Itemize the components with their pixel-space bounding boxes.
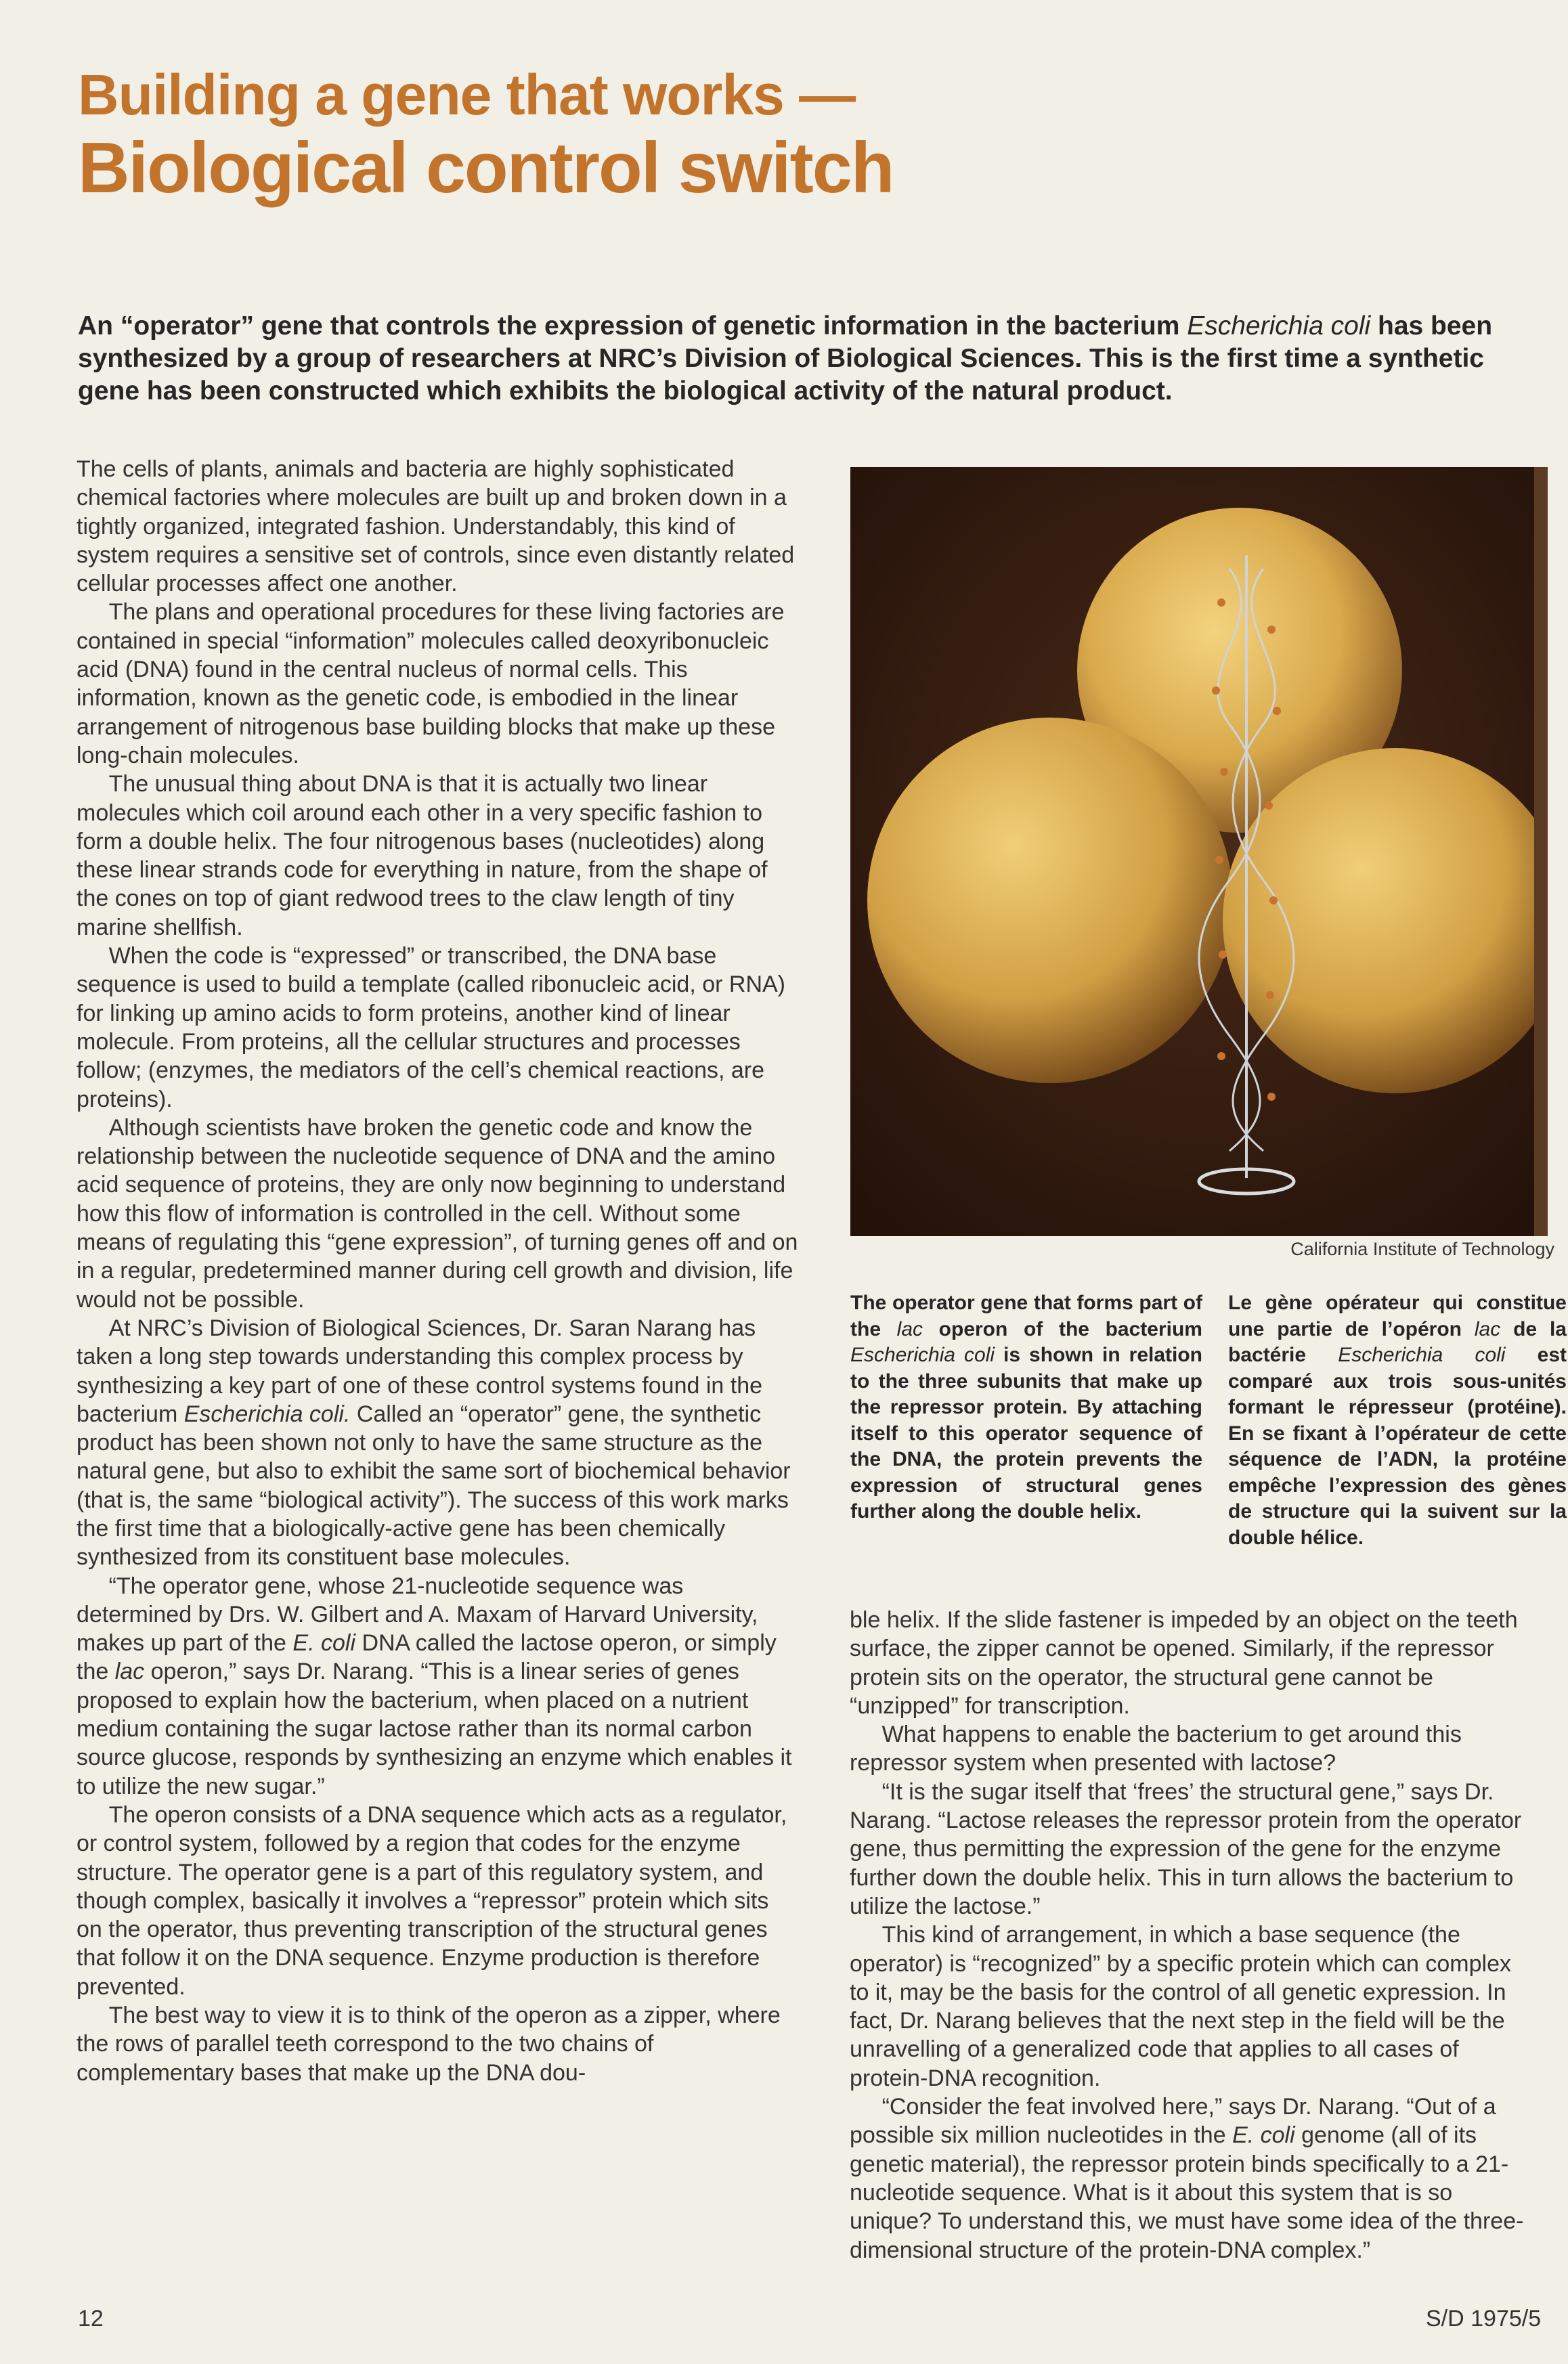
paragraph: This kind of arrangement, in which a base sequence (the operator) is “recognized” by a specific protein which can complex to it, may be the basis for the control of all genetic expression. In fact, Dr. Narang believes that the next step in the field will be the unravelling of a generalized code that applies to all cases of protein-DNA recognition. — [850, 1922, 1512, 2091]
photo-caption-french: Le gène opérateur qui constitue une partie de l’opéron lac de la bactérie Escherichia coli est comparé aux trois sous-unités formant le répresseur (protéine). En se fixant à l’opérateur de cette séquence de l’ADN, la protéine empêche l’expression des gènes de structure qui la suivent sur la double hélice. — [1228, 1292, 1567, 1549]
photo-caption-english: The operator gene that forms part of the lac operon of the bacterium Escherichia coli is shown in relation to the three subunits that make up the repressor protein. By attaching itself to this operator sequence of the DNA, the protein prevents the expression of structural genes further along the double helix. — [850, 1292, 1202, 1523]
paragraph: The plans and operational procedures for these living factories are contained in special “information” molecules called deoxyribonucleic acid (DNA) found in the central nucleus of normal cells. This information, known as the genetic code, is embodied in the linear arrangement of nitrogenous base building blocks that make up these long-chain molecules. — [77, 599, 785, 768]
article-lead: An “operator” gene that controls the expression of genetic information in the bacterium Escherichia coli has been synthesized by a group of researchers at NRC’s Division of Biological Sciences. This is the first time a synthetic gene has been constructed which exhibits the biological activity of the natural product. — [78, 311, 1493, 406]
paragraph: ble helix. If the slide fastener is impeded by an object on the teeth surface, the zipper cannot be opened. Similarly, if the repressor protein sits on the operator, the structural gene cannot be “unzipped” for transcription. — [850, 1607, 1518, 1719]
issue-label: S/D 1975/5 — [1426, 2306, 1542, 2332]
article-kicker: Building a gene that works — — [78, 63, 856, 127]
paragraph: “Consider the feat involved here,” says Dr. Narang. “Out of a possible six million nucleotides in the E. coli genome (all of its genetic material), the repressor protein binds specifically to a 21-nucleotide sequence. What is it about this system that is so unique? To understand this, we must have some idea of the three-dimensional structure of the protein-DNA complex.” — [850, 2094, 1524, 2263]
page-number: 12 — [78, 2306, 104, 2332]
dna-model-photo — [850, 467, 1548, 1236]
paragraph: The best way to view it is to think of the operon as a zipper, where the rows of parallel teeth correspond to the two chains of complementary bases that make up the DNA dou- — [77, 2002, 781, 2086]
paragraph: What happens to enable the bacterium to get around this repressor system when presented with lactose? — [850, 1722, 1462, 1776]
body-column-right — [850, 1606, 1533, 2264]
paragraph: When the code is “expressed” or transcribed, the DNA base sequence is used to build a template (called ribonucleic acid, or RNA) for linking up amino acids to form proteins, another kind of linear molecule. From proteins, all the cellular structures and processes follow; (enzymes, the mediators of the cell’s chemical reactions, are proteins). — [77, 943, 785, 1112]
paragraph: “It is the sugar itself that ‘frees’ the structural gene,” says Dr. Narang. “Lactose releases the repressor protein from the operator gene, thus permitting the expression of the gene for the enzyme further down the double helix. This in turn allows the bacterium to utilize the lactose.” — [850, 1778, 1522, 1919]
photo-credit: California Institute of Technology — [1290, 1239, 1554, 1259]
paragraph: “The operator gene, whose 21-nucleotide sequence was determined by Drs. W. Gilbert and A. Maxam of Harvard University, makes up part of the E. coli DNA called the lactose operon, or simply the lac operon,” says Dr. Narang. “This is a linear series of genes proposed to explain how the bacterium, when placed on a nutrient medium containing the sugar lactose rather than its normal carbon source glucose, responds by synthesizing an enzyme which enables it to utilize the new sugar.” — [77, 1573, 792, 1799]
paragraph: The unusual thing about DNA is that it is actually two linear molecules which coil around each other in a very specific fashion to form a double helix. The four nitrogenous bases (nucleotides) along these linear strands code for everything in nature, from the shape of the cones on top of giant redwood trees to the claw length of tiny marine shellfish. — [77, 771, 768, 940]
article-title: Biological control switch — [78, 128, 894, 208]
paragraph: Although scientists have broken the genetic code and know the relationship between the nucleotide sequence of DNA and the amino acid sequence of proteins, they are only now beginning to understand how this flow of information is controlled in the cell. Without some means of regulating this “gene expression”, of turning genes off and on in a regular, predetermined manner during cell growth and division, life would not be possible. — [77, 1114, 798, 1313]
dna-model-illustration — [850, 467, 1548, 1236]
repressor-subunit-left — [867, 718, 1233, 1083]
paragraph: The cells of plants, animals and bacteria are highly sophisticated chemical factories where molecules are built up and broken down in a tightly organized, integrated fashion. Understandably, this kind of system requires a sensitive set of controls, since even distantly related cellular processes affect one another. — [77, 456, 795, 597]
body-column-left — [77, 455, 800, 2087]
paragraph: At NRC’s Division of Biological Sciences, Dr. Saran Narang has taken a long step towards understanding this complex process by synthesizing a key part of one of these control systems found in the bacterium Escherichia coli. Called an “operator” gene, the synthetic product has been shown not only to have the same structure as the natural gene, but also to exhibit the same sort of biochemical behavior (that is, the same “biological activity”). The success of this work marks the first time that a biologically-active gene has been chemically synthesized from its constituent base molecules. — [77, 1315, 791, 1571]
paragraph: The operon consists of a DNA sequence which acts as a regulator, or control system, followed by a region that codes for the enzyme structure. The operator gene is a part of this regulatory system, and though complex, basically it involves a “repressor” protein which sits on the operator, thus preventing transcription of the structural genes that follow it on the DNA sequence. Enzyme production is therefore prevented. — [77, 1801, 787, 2000]
